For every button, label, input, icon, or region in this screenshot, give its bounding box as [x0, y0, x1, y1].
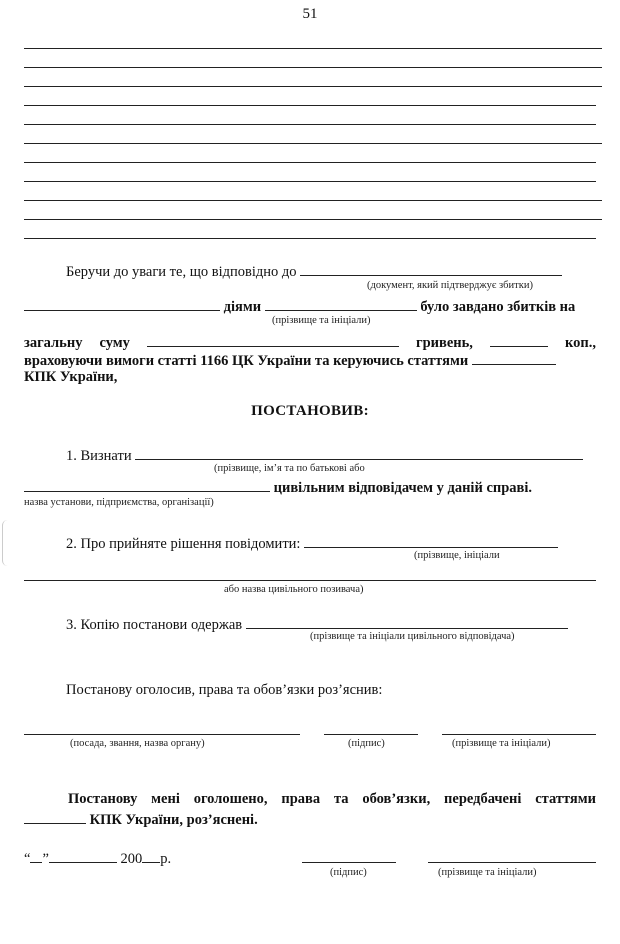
- item1-text: 1. Визнати: [66, 448, 132, 464]
- notified-word: передбачені: [444, 791, 522, 807]
- notified-line-1: [68, 791, 596, 808]
- year-field[interactable]: [142, 849, 160, 863]
- officer-position-field[interactable]: [24, 734, 300, 735]
- year-suffix: р.: [160, 851, 172, 867]
- kop-field[interactable]: [490, 333, 548, 347]
- announced-text: Постанову оголосив, права та обов’язки роз’яснив:: [66, 682, 383, 698]
- officer-name-field[interactable]: [442, 734, 596, 735]
- actions-field[interactable]: [24, 297, 220, 311]
- blank-line[interactable]: [24, 238, 596, 239]
- item2-caption-1: (прізвище, ініціали: [414, 550, 500, 561]
- page-number: 51: [302, 6, 318, 22]
- hryvnia-label: гривень,: [415, 335, 473, 351]
- month-field[interactable]: [49, 849, 117, 863]
- damages-text: було завдано збитків на: [420, 299, 576, 315]
- plaintiff-field[interactable]: [24, 580, 596, 581]
- binding-mark: [2, 520, 13, 566]
- quote-close: ”: [42, 851, 49, 867]
- officer-position-caption: (посада, звання, назва органу): [70, 738, 205, 749]
- notified-line-2: [24, 810, 596, 829]
- notified-text-2: КПК України, роз’яснені.: [89, 812, 258, 828]
- requirements-text: враховуючи вимоги статті 1166 ЦК України та керуючись статтями: [24, 353, 469, 369]
- item3-caption: (прізвище та ініціали цивільного відповідача): [310, 631, 515, 642]
- kop-label: коп.,: [564, 335, 596, 351]
- blank-line[interactable]: [24, 48, 602, 49]
- received-by-field[interactable]: [246, 615, 568, 629]
- recipient-signature-field[interactable]: [302, 862, 396, 863]
- item1-caption-2: назва установи, підприємства, організації): [24, 497, 214, 508]
- perpetrator-caption: (прізвище та ініціали): [272, 315, 371, 326]
- item1-text-2: цивільним відповідачем у даній справі.: [273, 480, 533, 496]
- notified-word: мені: [151, 791, 180, 807]
- notify-field[interactable]: [304, 534, 558, 548]
- articles-field[interactable]: [472, 351, 556, 365]
- item2-text: 2. Про прийняте рішення повідомити:: [66, 536, 301, 552]
- resolution-heading: ПОСТАНОВИВ:: [251, 403, 369, 419]
- announced-line: [24, 682, 596, 699]
- considering-line-2: [24, 297, 596, 316]
- considering-line-4: [24, 351, 596, 370]
- item1-line-2: [24, 478, 596, 497]
- recipient-signature-caption: (підпис): [330, 867, 367, 878]
- notified-word: та: [333, 791, 349, 807]
- considering-line-3: [24, 333, 596, 352]
- blank-line[interactable]: [24, 162, 596, 163]
- blank-line[interactable]: [24, 219, 602, 220]
- quote-open: “: [24, 851, 31, 867]
- date-row: [24, 849, 596, 868]
- notified-word: статтями: [535, 791, 596, 807]
- defendant-name-field[interactable]: [135, 446, 583, 460]
- blank-line[interactable]: [24, 124, 596, 125]
- sum-label: суму: [99, 335, 130, 351]
- blank-line[interactable]: [24, 200, 602, 201]
- officer-signature-field[interactable]: [324, 734, 418, 735]
- sum-field[interactable]: [147, 333, 399, 347]
- blank-line[interactable]: [24, 105, 596, 106]
- item2-line: [24, 534, 596, 553]
- recipient-name-caption: (прізвище та ініціали): [438, 867, 537, 878]
- document-caption: (документ, який підтверджує збитки): [367, 280, 533, 291]
- notified-word: Постанову: [68, 791, 138, 807]
- item2-caption-2: або назва цивільного позивача): [224, 584, 364, 595]
- blank-line[interactable]: [24, 67, 602, 68]
- notified-word: права: [281, 791, 321, 807]
- defendant-org-field[interactable]: [24, 478, 270, 492]
- blank-line[interactable]: [24, 143, 602, 144]
- notified-word: обов’язки,: [362, 791, 431, 807]
- document-field[interactable]: [300, 262, 562, 276]
- total-label: загальну: [24, 335, 83, 351]
- notified-articles-field[interactable]: [24, 810, 86, 824]
- considering-line-1: [24, 262, 596, 281]
- officer-signature-caption: (підпис): [348, 738, 385, 749]
- day-field[interactable]: [30, 849, 42, 863]
- officer-name-caption: (прізвище та ініціали): [452, 738, 551, 749]
- actions-label: діями: [223, 299, 262, 315]
- considering-line-5: КПК України,: [24, 369, 118, 385]
- perpetrator-field[interactable]: [265, 297, 417, 311]
- recipient-name-field[interactable]: [428, 862, 596, 863]
- blank-line[interactable]: [24, 86, 602, 87]
- item1-caption-1: (прізвище, ім’я та по батькові або: [214, 463, 365, 474]
- year-label: 200: [120, 851, 143, 867]
- blank-line[interactable]: [24, 181, 596, 182]
- item3-text: 3. Копію постанови одержав: [66, 617, 243, 633]
- notified-word: оголошено,: [193, 791, 268, 807]
- considering-text: Беручи до уваги те, що відповідно до: [66, 264, 297, 280]
